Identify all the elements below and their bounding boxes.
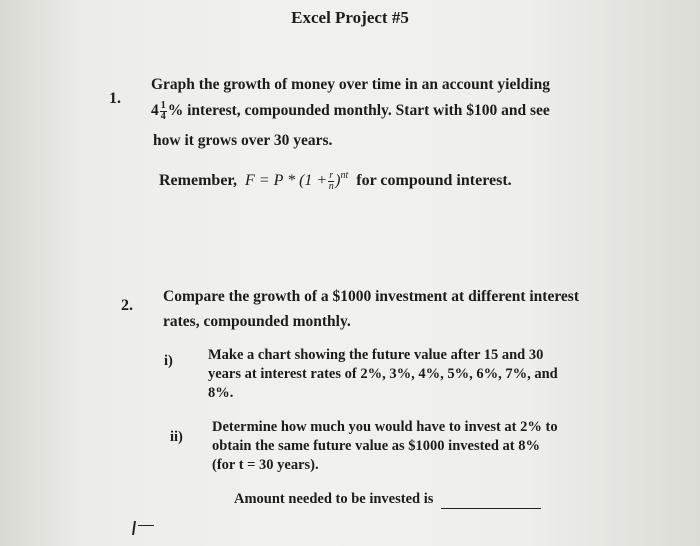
formula-tail: for compound interest. bbox=[356, 172, 512, 189]
formula-fraction-denominator: n bbox=[328, 180, 334, 192]
question-2-line-2: rates, compounded monthly. bbox=[163, 313, 351, 330]
question-1-number: 1. bbox=[109, 90, 121, 107]
formula-lead: Remember, bbox=[159, 172, 238, 189]
short-underline bbox=[138, 525, 154, 526]
formula-main: F = P * (1 + bbox=[245, 172, 328, 189]
page-title: Excel Project #5 bbox=[291, 8, 409, 27]
formula-close: ) bbox=[335, 172, 341, 189]
part-i-line-3: 8%. bbox=[208, 385, 234, 401]
rate-fraction-numerator: 1 bbox=[160, 99, 166, 111]
part-ii-line-1: Determine how much you would have to invest at 2% to bbox=[212, 419, 558, 435]
formula-fraction-numerator: r bbox=[329, 169, 334, 181]
question-2-number: 2. bbox=[121, 297, 133, 314]
question-1-line-3: how it grows over 30 years. bbox=[153, 132, 333, 149]
formula-exponent: nt bbox=[340, 170, 349, 181]
answer-line bbox=[234, 490, 541, 509]
formula-fraction bbox=[328, 171, 334, 192]
stray-mark bbox=[132, 521, 136, 535]
answer-label: Amount needed to be invested is bbox=[234, 491, 434, 507]
part-ii-line-2: obtain the same future value as $1000 invested at 8% bbox=[212, 438, 540, 454]
part-ii-line-3: (for t = 30 years). bbox=[212, 457, 319, 473]
compound-interest-formula bbox=[159, 170, 512, 192]
question-2-line-1: Compare the growth of a $1000 investment at different interest bbox=[163, 288, 579, 305]
part-i-line-1: Make a chart showing the future value after 15 and 30 bbox=[208, 347, 544, 363]
rate-whole: 4 bbox=[151, 102, 159, 119]
part-ii-label: ii) bbox=[170, 429, 183, 445]
question-1-line-2 bbox=[151, 98, 550, 123]
rate-fraction-denominator: 4 bbox=[160, 110, 166, 122]
part-i-line-2: years at interest rates of 2%, 3%, 4%, 5%, 6%, 7%, and bbox=[208, 366, 558, 382]
answer-blank[interactable] bbox=[441, 492, 541, 509]
part-i-label: i) bbox=[164, 353, 173, 369]
rate-fraction bbox=[160, 101, 167, 122]
question-1-line-2-text: % interest, compounded monthly. Start with $100 and see bbox=[167, 102, 550, 119]
question-1-line-1: Graph the growth of money over time in an account yielding bbox=[151, 76, 550, 93]
